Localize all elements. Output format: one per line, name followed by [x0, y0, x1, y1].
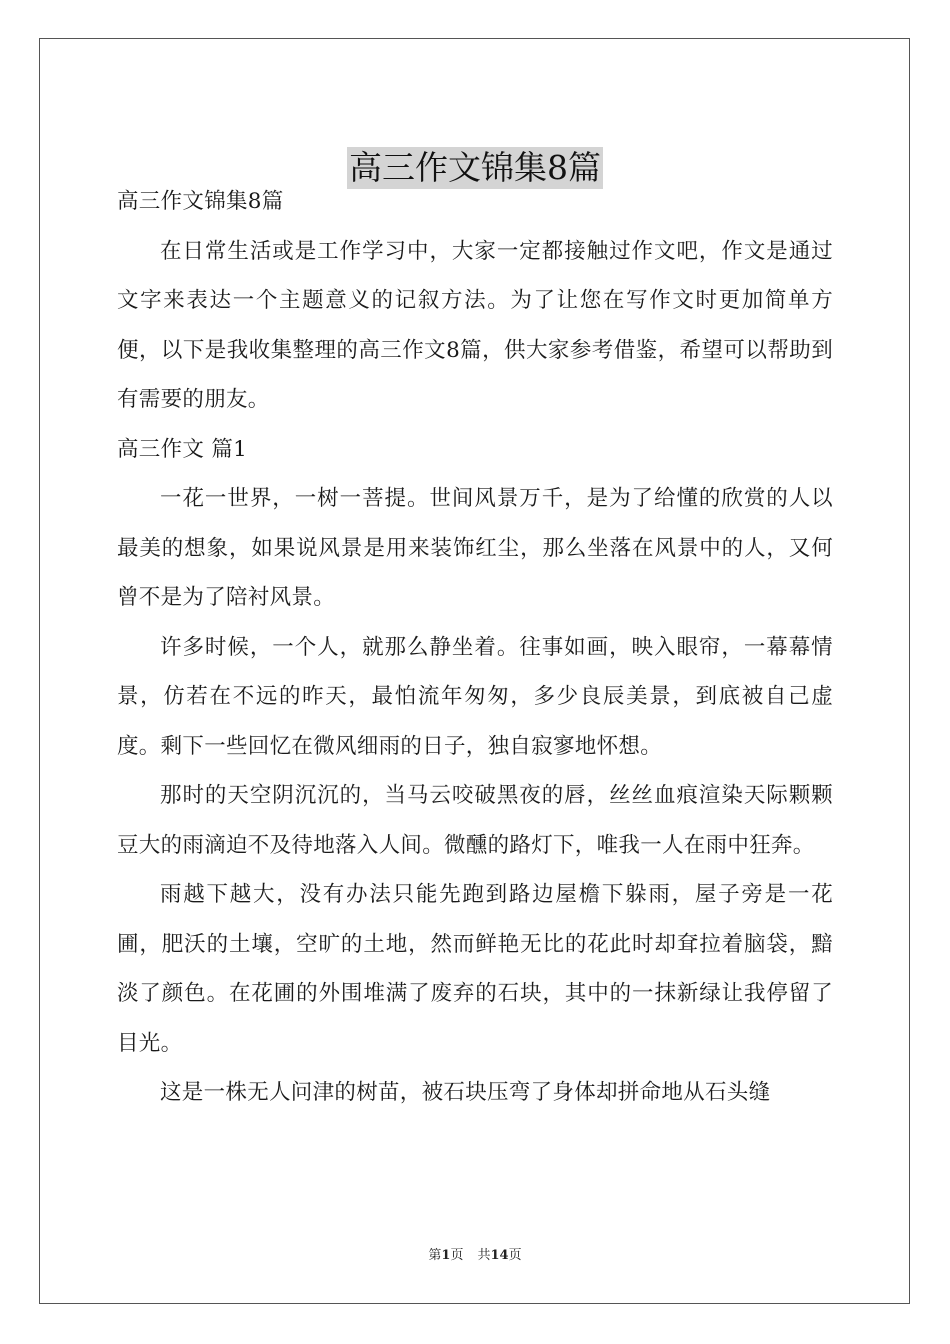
body-paragraph: 许多时候，一个人，就那么静坐着。往事如画，映入眼帘，一幕幕情景，仿若在不远的昨天，最怕流年匆匆，多少良辰美景，到底被自己虚度。剩下一些回忆在微风细雨的日子，独自寂寥地怀想。 [117, 634, 833, 759]
document-body [117, 177, 833, 1118]
page-footer [0, 1247, 950, 1265]
body-paragraph: 一花一世界，一树一菩提。世间风景万千，是为了给懂的欣赏的人以最美的想象，如果说风景是用来装饰红尘，那么坐落在风景中的人，又何曾不是为了陪衬风景。 [117, 486, 833, 610]
footer-page-suffix: 页 [450, 1248, 464, 1263]
body-paragraph: 这是一株无人问津的树苗，被石块压弯了身体却拼命地从石头缝 [160, 1080, 771, 1105]
body-paragraph: 在日常生活或是工作学习中，大家一定都接触过作文吧，作文是通过文字来表达一个主题意义的记叙方法。为了让您在写作文时更加简单方便，以下是我收集整理的高三作文8篇，供大家参考借鉴，希望可以帮助到有需要的朋友。 [117, 238, 833, 412]
body-paragraph: 那时的天空阴沉沉的，当马云咬破黑夜的唇，丝丝血痕渲染天际颗颗豆大的雨滴迫不及待地落入人间。微醺的路灯下，唯我一人在雨中狂奔。 [117, 783, 833, 858]
section-heading: 高三作文锦集8篇 [117, 189, 284, 214]
footer-total-suffix: 页 [508, 1248, 522, 1263]
current-page-number: 1 [441, 1248, 451, 1263]
document-title: 高三作文锦集8篇 [349, 148, 601, 188]
body-paragraph: 雨越下越大，没有办法只能先跑到路边屋檐下躲雨，屋子旁是一花圃，肥沃的土壤，空旷的土地，然而鲜艳无比的花此时却耷拉着脑袋，黯淡了颜色。在花圃的外围堆满了废弃的石块，其中的一抹新绿让我停留了目光。 [117, 882, 833, 1056]
total-page-count: 14 [490, 1248, 509, 1263]
footer-total-prefix: 共 [477, 1248, 491, 1263]
section-heading: 高三作文 篇1 [117, 436, 248, 462]
footer-prefix: 第 [428, 1248, 442, 1263]
